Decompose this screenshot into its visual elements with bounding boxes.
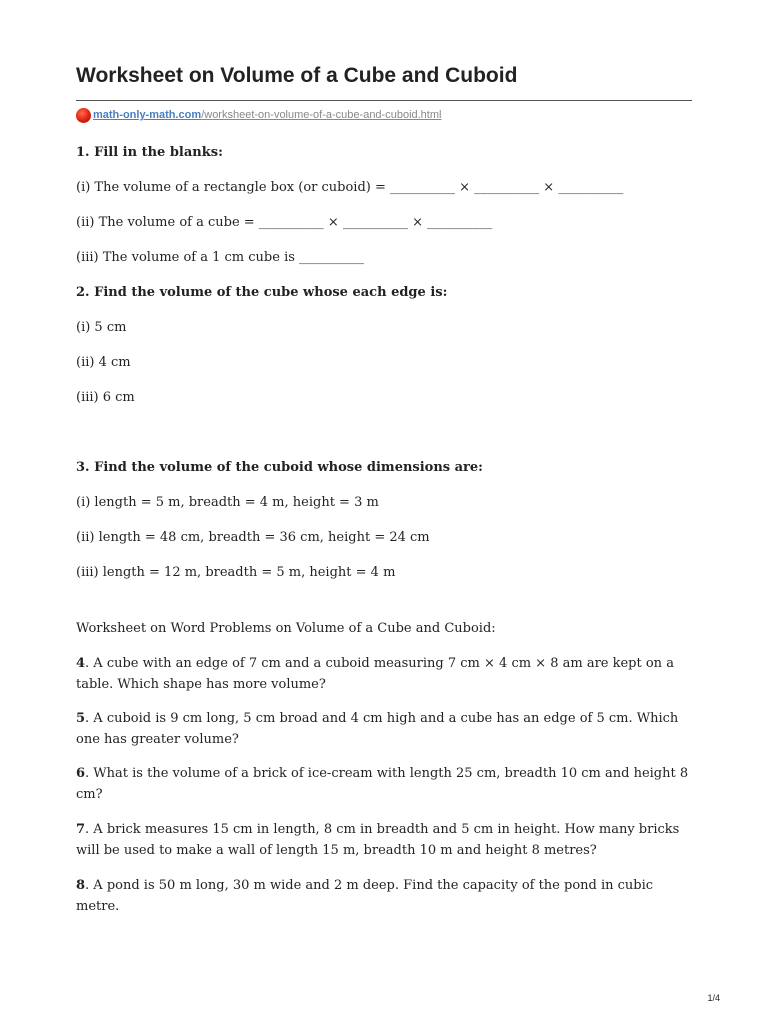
q1-item: (ii) The volume of a cube = __________ × __________ × __________ [76, 215, 493, 230]
q2-item: (iii) 6 cm [76, 390, 135, 405]
q3-item: (i) length = 5 m, breadth = 4 m, height = 3 m [76, 495, 379, 510]
problem-text: . What is the volume of a brick of ice-cream with length 25 cm, breadth 10 cm and height 8 cm? [76, 766, 689, 802]
word-problem [76, 819, 696, 861]
source-link[interactable] [76, 106, 441, 124]
q2-heading: 2. Find the volume of the cube whose each edge is: [76, 285, 448, 300]
problem-text: . A cuboid is 9 cm long, 5 cm broad and 4 cm high and a cube has an edge of 5 cm. Which one has greater volume? [76, 711, 679, 747]
word-problem [76, 763, 696, 805]
problem-number: 7 [76, 822, 86, 837]
q1-item: (iii) The volume of a 1 cm cube is __________ [76, 250, 365, 265]
problem-text: . A pond is 50 m long, 30 m wide and 2 m deep. Find the capacity of the pond in cubic metre. [76, 878, 654, 914]
problem-text: . A brick measures 15 cm in length, 8 cm in breadth and 5 cm in height. How many bricks will be used to make a wall of length 15 m, breadth 10 m and height 8 metres? [76, 822, 680, 858]
site-logo-icon [76, 108, 91, 123]
problem-number: 4 [76, 656, 86, 671]
page-title: Worksheet on Volume of a Cube and Cuboid [76, 64, 518, 87]
source-domain[interactable]: math-only-math.com [93, 109, 202, 121]
q1-item: (i) The volume of a rectangle box (or cuboid) = __________ × __________ × __________ [76, 180, 624, 195]
q1-heading: 1. Fill in the blanks: [76, 145, 223, 160]
q2-item: (i) 5 cm [76, 320, 127, 335]
page-indicator: 1/4 [707, 993, 720, 1003]
problem-number: 5 [76, 711, 86, 726]
problem-number: 8 [76, 878, 86, 893]
source-path[interactable]: /worksheet-on-volume-of-a-cube-and-cuboid.html [201, 109, 442, 121]
q3-heading: 3. Find the volume of the cuboid whose dimensions are: [76, 460, 483, 475]
word-problems-heading: Worksheet on Word Problems on Volume of a Cube and Cuboid: [76, 621, 496, 636]
word-problem [76, 653, 696, 695]
q2-item: (ii) 4 cm [76, 355, 131, 370]
word-problem [76, 708, 696, 750]
word-problem [76, 875, 696, 917]
problem-number: 6 [76, 766, 86, 781]
q3-item: (ii) length = 48 cm, breadth = 36 cm, height = 24 cm [76, 530, 430, 545]
title-divider [76, 100, 692, 101]
problem-text: . A cube with an edge of 7 cm and a cuboid measuring 7 cm × 4 cm × 8 am are kept on a table. Which shape has more volume? [76, 656, 674, 692]
q3-item: (iii) length = 12 m, breadth = 5 m, height = 4 m [76, 565, 396, 580]
